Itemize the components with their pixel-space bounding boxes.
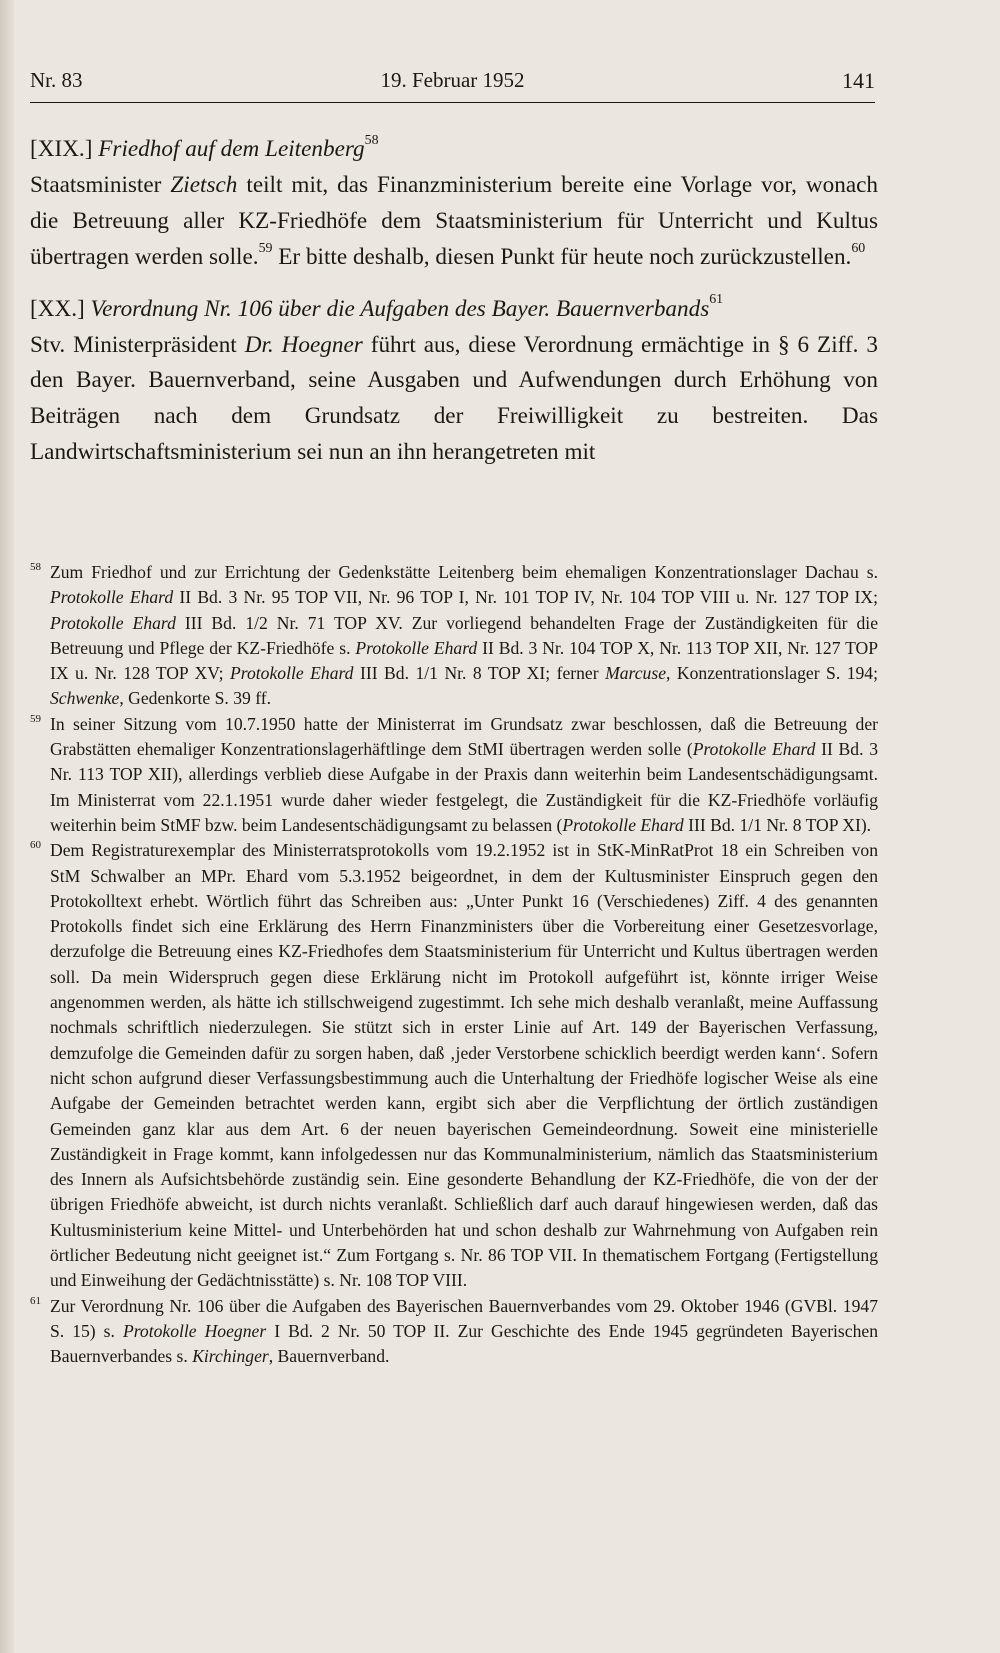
- footnote-text: Zur Verordnung Nr. 106 über die Aufgaben des Bayerischen Bauernverbandes vom 29. Oktober 1946 (GVBl. 1947 S. 15) s.: [50, 1295, 878, 1341]
- body-text: teilt mit, das Finanzministerium bereite eine Vorlage vor, wonach die Betreuung aller KZ-Friedhöfe dem Staatsministerium für Unterricht und Kultus übertragen werden solle.: [30, 171, 879, 270]
- running-header: [30, 68, 875, 100]
- header-date: 19. Februar 1952: [380, 68, 525, 92]
- footnote-text: I Bd. 2 Nr. 50 TOP II. Zur Geschichte des Ende 1945 gegründeten Bayerischen Bauernverbandes s.: [50, 1320, 878, 1367]
- footnote-citation: Protokolle Ehard: [692, 739, 816, 760]
- footnote-citation: Protokolle Ehard: [230, 663, 354, 684]
- footnote-59: [30, 712, 878, 838]
- footnote-number: 59: [30, 712, 41, 725]
- footnote-citation: Protokolle Ehard: [562, 814, 684, 835]
- section-title: Verordnung Nr. 106 über die Aufgaben des Bayer. Bauernverbands: [90, 295, 710, 322]
- footnote-number: 60: [30, 839, 41, 852]
- footnote-text: III Bd. 1/1 Nr. 8 TOP XI).: [688, 814, 872, 835]
- footnotes: [30, 560, 878, 1370]
- footnote-58: [30, 560, 878, 712]
- header-rule: [30, 102, 875, 103]
- main-text: [30, 132, 878, 471]
- section-label: [XIX.]: [30, 136, 93, 162]
- section-heading-xix: [30, 132, 878, 168]
- page-number: 141: [842, 68, 875, 93]
- footnote-citation: Kirchinger: [192, 1346, 269, 1367]
- body-text: führt aus, diese Verordnung ermächtige in § 6 Ziff. 3 den Bayer. Bauernverband, seine Ausgaben und Aufwendungen durch Erhöhung von Beiträgen nach dem Grundsatz der Freiwilligkeit zu bestreiten. Das Landwirtschaftsministerium sei nun an ihn herangetreten mit: [30, 331, 878, 466]
- footnote-text: Dem Registraturexemplar des Ministerratsprotokolls vom 19.2.1952 ist in StK-MinRatProt 18 ein Schreiben von StM Schwalber an MPr. Ehard vom 5.3.1952 beigeordnet, in dem der Kultusminister Einspruch gegen den Protokolltext erhebt. Wörtlich führt das Schreiben aus: „Unter Punkt 16 (Verschiedenes) Ziff. 4 des genannten Protokolls findet sich eine Erklärung des Herrn Finanzministers über die Vorbereitung einer Gesetzesvorlage, derzufolge die Betreuung eines KZ-Friedhofes dem Staatsministerium für Unterricht und Kultus übertragen werden soll. Da mein Widerspruch gegen diese Erklärung nicht im Protokoll aufgeführt ist, könnte irriger Weise angenommen werden, als hätte ich stillschweigend zugestimmt. Ich sehe mich deshalb veranlaßt, meine Auffassung nochmals schriftlich niederzulegen. Sie stützt sich in erster Linie auf Art. 149 der Bayerischen Verfassung, demzufolge die Gemeinden dafür zu sorgen haben, daß ‚jeder Verstorbene schicklich beerdigt werden kann‘. Sofern nicht schon aufgrund dieser Verfassungsbestimmung auch die Unterhaltung der Friedhöfe logischer Weise als eine Aufgabe der Gemeinden betrachtet werden kann, ergibt sich aber die Verpflichtung der örtlich zuständigen Gemeinden ganz klar aus dem Art. 6 der neuen bayerischen Gemeindeordnung. Soweit eine ministerielle Zuständigkeit in Frage kommt, kann infolgedessen nur das Kommunalministerium, nämlich das Staatsministerium des Innern als Aufsichtsbehörde zuständig sein. Eine gesonderte Behandlung der KZ-Friedhöfe, die von der der übrigen Friedhöfe abweicht, ist durch nichts veranlaßt. Schließlich darf auch darauf hingewiesen werden, daß das Kultusministerium keine Mittel- und Unterbehörden hat und schon deshalb zur Wahrnehmung von Aufgaben rein örtlicher Bedeutung nicht geeignet ist.“ Zum Fortgang s. Nr. 86 TOP VII. In thematischem Fortgang (Fertigstellung und Einweihung der Gedächtnisstätte) s. Nr. 108 TOP VIII.: [50, 840, 878, 1291]
- footnote-ref: 59: [258, 240, 273, 256]
- footnote-text: II Bd. 3 Nr. 113 TOP XII), allerdings verblieb diese Aufgabe in der Praxis dann weiterhin beim Landesentschädigungsamt. Im Ministerrat vom 22.1.1951 wurde daher wieder festgelegt, die Zuständigkeit für die KZ-Friedhöfe vorläufig weiterhin beim StMF bzw. beim Landesentschädigungsamt zu belassen (: [50, 739, 878, 835]
- footnote-text: , Gedenkorte S. 39 ff.: [119, 688, 272, 709]
- footnote-citation: Protokolle Hoegner: [122, 1320, 267, 1341]
- footnote-citation: Schwenke: [50, 688, 120, 709]
- footnote-text: Zum Friedhof und zur Errichtung der Gedenkstätte Leitenberg beim ehemaligen Konzentrationslager Dachau s.: [50, 562, 878, 582]
- body-text: Er bitte deshalb, diesen Punkt für heute noch zurückzustellen.: [278, 243, 852, 270]
- footnote-61: [30, 1294, 878, 1370]
- speaker-name: Zietsch: [170, 171, 238, 198]
- footnote-text: , Bauernverband.: [268, 1346, 390, 1367]
- footnote-text: , Konzentrationslager S. 194;: [666, 663, 878, 684]
- section-body-xx: [30, 328, 878, 472]
- section-label: [XX.]: [30, 295, 85, 322]
- footnote-citation: Marcuse: [605, 663, 667, 684]
- footnote-ref: 58: [364, 132, 379, 148]
- speaker-name: Dr. Hoegner: [244, 331, 363, 358]
- footnote-number: 58: [30, 561, 41, 573]
- speaker-role: Stv. Ministerpräsident: [30, 331, 237, 358]
- footnote-text: II Bd. 3 Nr. 104 TOP X, Nr. 113 TOP XII, Nr. 127 TOP IX u. Nr. 128 TOP XV;: [50, 637, 878, 684]
- section-body-xix: [30, 168, 878, 276]
- footnote-ref: 61: [709, 292, 724, 308]
- footnote-citation: Protokolle Ehard: [50, 612, 176, 633]
- footnote-text: II Bd. 3 Nr. 95 TOP VII, Nr. 96 TOP I, Nr. 101 TOP IV, Nr. 104 TOP VIII u. Nr. 127 TOP IX;: [179, 587, 878, 608]
- footnote-ref: 60: [851, 240, 866, 256]
- section-heading-xx: [30, 292, 878, 328]
- footnote-60: [30, 838, 878, 1293]
- footnote-text: III Bd. 1/2 Nr. 71 TOP XV. Zur vorliegend behandelten Frage der Zuständigkeiten für die Betreuung und Pflege der KZ-Friedhöfe s.: [50, 612, 878, 658]
- speaker-role: Staatsminister: [30, 171, 162, 198]
- section-title: Friedhof auf dem Leitenberg: [98, 136, 365, 162]
- footnote-citation: Protokolle Ehard: [50, 587, 174, 608]
- footnote-text: In seiner Sitzung vom 10.7.1950 hatte der Ministerrat im Grundsatz zwar beschlossen, daß die Betreuung der Grabstätten ehemaliger Konzentrationslagerhäftlinge dem StMI übertragen werden solle (: [50, 713, 878, 760]
- footnote-citation: Protokolle Ehard: [355, 637, 478, 658]
- footnote-text: III Bd. 1/1 Nr. 8 TOP XI; ferner: [359, 663, 599, 684]
- footnote-number: 61: [30, 1294, 41, 1307]
- document-number: Nr. 83: [30, 68, 83, 92]
